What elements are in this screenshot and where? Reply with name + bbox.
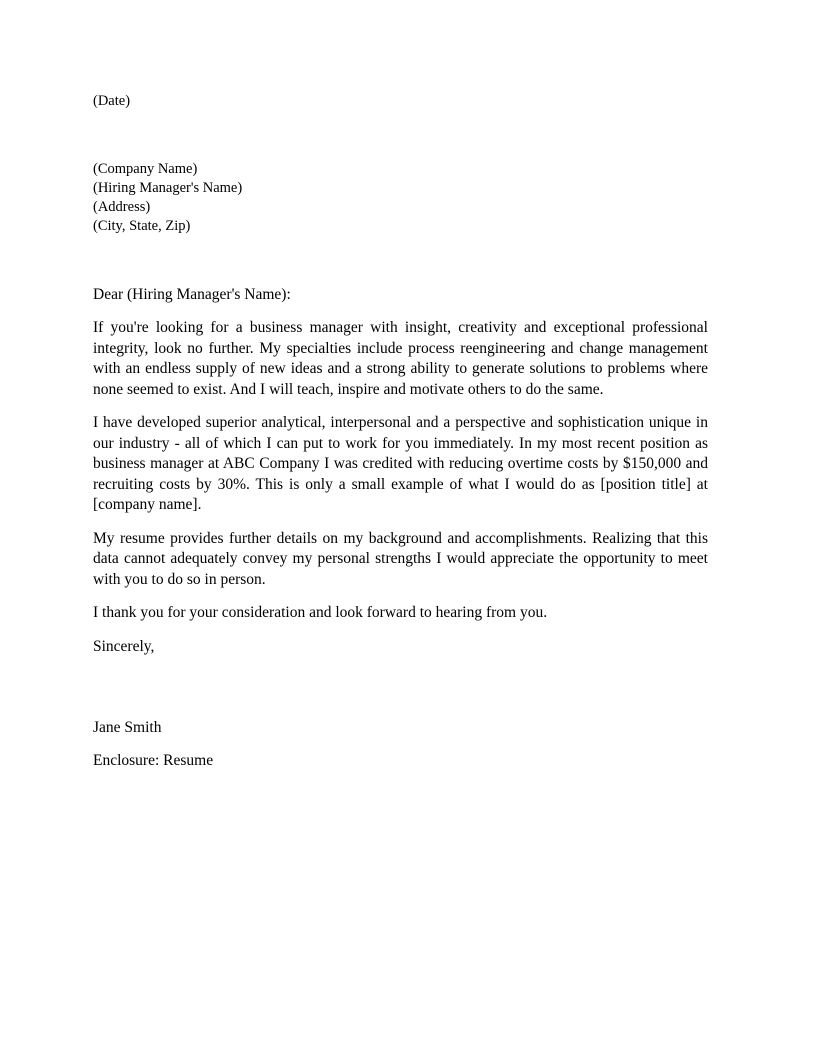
recipient-address: (Address) (93, 199, 151, 215)
recipient-city-state-zip: (City, State, Zip) (93, 218, 191, 234)
signature-name: Jane Smith (93, 718, 162, 736)
recipient-manager-name: (Hiring Manager's Name) (93, 180, 243, 196)
spacer-after-date (93, 111, 708, 160)
paragraph-1: If you're looking for a business manager with insight, creativity and exceptional professional integrity, look no further. My specialties include process reengineering and change management with an endless supply of new ideas and a strong ability to generate solutions to problems where none seemed to exist. And I will teach, inspire and motivate others to do the same. (93, 319, 708, 398)
salutation: Dear (Hiring Manager's Name): (93, 286, 291, 303)
paragraph-2: I have developed superior analytical, interpersonal and a perspective and sophistication unique in our industry - all of which I can put to work for you immediately. In my most recent position as business manager at ABC Company I was credited with reducing overtime costs by $150,000 and recruiting costs by 30%. This is only a small example of what I would do as [position title] at [company name]. (93, 414, 708, 513)
spacer-after-address (93, 236, 708, 285)
recipient-block (93, 160, 708, 236)
closing: Sincerely, (93, 637, 155, 655)
letter-body (93, 92, 708, 771)
date-line: (Date) (93, 93, 131, 109)
paragraph-3: My resume provides further details on my background and accomplishments. Realizing that this data cannot adequately convey my personal strengths I would appreciate the opportunity to meet with you to do so in person. (93, 529, 708, 588)
paragraph-4: I thank you for your consideration and look forward to hearing from you. (93, 604, 548, 621)
recipient-company: (Company Name) (93, 161, 198, 177)
enclosure-line: Enclosure: Resume (93, 751, 214, 769)
signature-space (93, 670, 708, 718)
